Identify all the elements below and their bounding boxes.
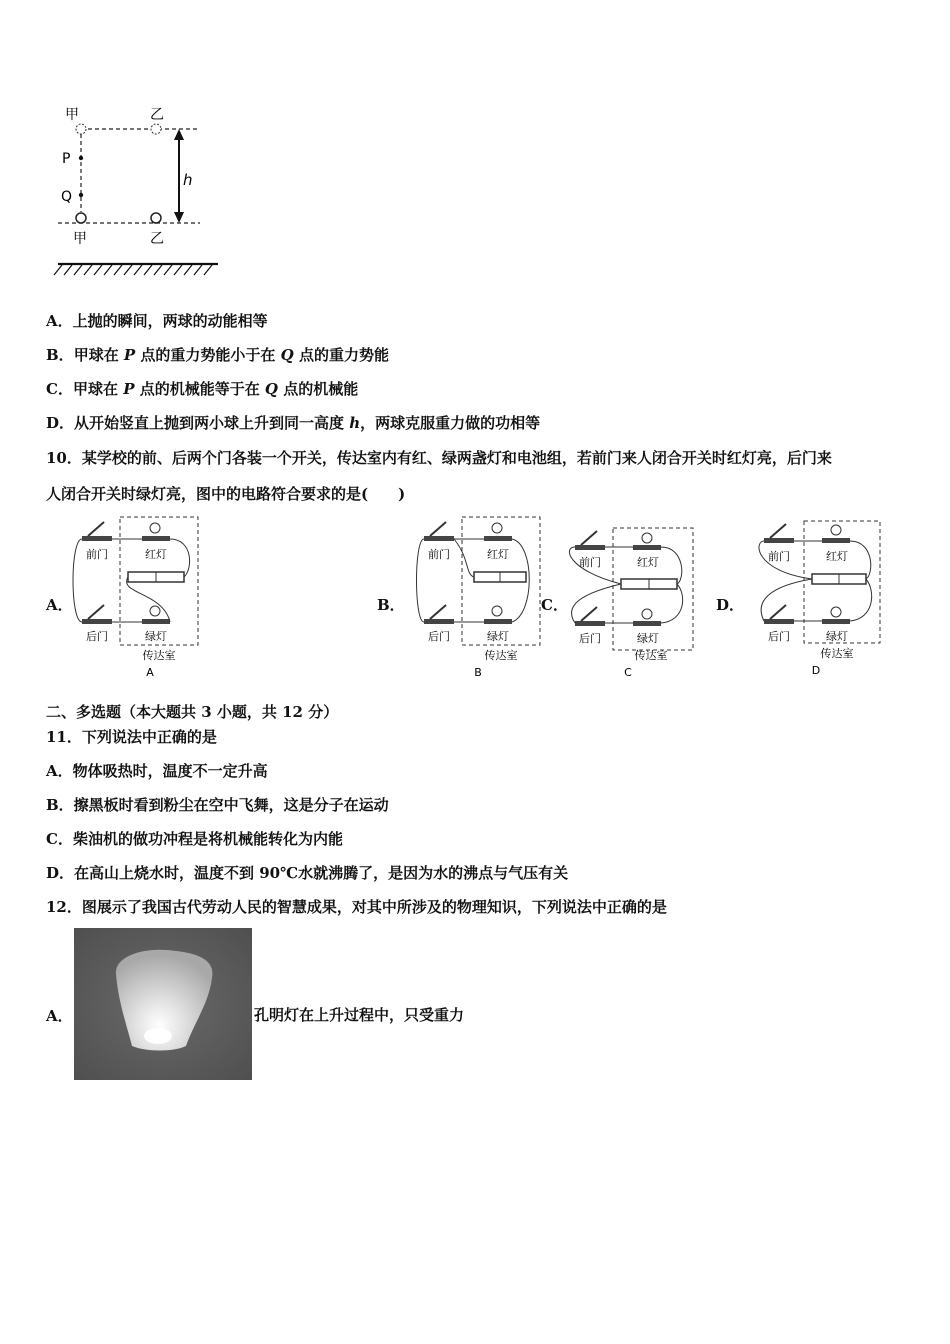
ball-jia-bottom xyxy=(76,213,86,223)
front-door-label: 前门 xyxy=(768,550,790,563)
green-light-bulb xyxy=(831,607,841,617)
q12-stem: 12．图展示了我国古代劳动人民的智慧成果，对其中所涉及的物理知识，下列说法中正确的是 xyxy=(46,898,667,916)
green-light-label: 绿灯 xyxy=(637,632,659,645)
front-door-switch xyxy=(575,545,605,550)
q10-option-a-letter: A． xyxy=(46,596,73,614)
label-jia-top: 甲 xyxy=(65,107,79,123)
label-p: P xyxy=(62,151,71,167)
caption-c: C xyxy=(624,666,632,679)
sky-lantern-photo xyxy=(74,928,252,1080)
q11-stem: 11．下列说法中正确的是 xyxy=(46,728,217,746)
q9-option-d: D．从开始竖直上抛到两小球上升到同一高度 h，两球克服重力做的功相等 xyxy=(46,414,541,432)
room-label: 传达室 xyxy=(484,649,518,662)
label-yi-bottom: 乙 xyxy=(150,231,164,247)
back-door-label: 后门 xyxy=(86,630,108,643)
front-door-switch xyxy=(82,536,112,541)
room-label: 传达室 xyxy=(634,649,668,662)
red-light-label: 红灯 xyxy=(487,548,509,561)
red-light-bulb xyxy=(642,533,652,543)
q9-option-a: A．上抛的瞬间，两球的动能相等 xyxy=(46,312,268,330)
circuit-d xyxy=(750,516,890,682)
back-door-label: 后门 xyxy=(428,630,450,643)
section2-heading: 二、多选题（本大题共 3 小题，共 12 分） xyxy=(46,703,339,721)
red-light-label: 红灯 xyxy=(145,548,167,561)
front-door-label: 前门 xyxy=(428,548,450,561)
q9-option-c: C．甲球在 P 点的机械能等于在 Q 点的机械能 xyxy=(46,380,359,398)
back-door-switch xyxy=(575,621,605,626)
q12-option-a-text: 孔明灯在上升过程中，只受重力 xyxy=(254,1006,465,1024)
q11-option-d: D．在高山上烧水时，温度不到 90℃水就沸腾了，是因为水的沸点与气压有关 xyxy=(46,864,569,882)
q11-option-b: B．擦黑板时看到粉尘在空中飞舞，这是分子在运动 xyxy=(46,796,389,814)
q10-option-c-letter: C． xyxy=(541,596,568,614)
red-light-bulb xyxy=(831,525,841,535)
room-label: 传达室 xyxy=(142,649,176,662)
label-q: Q xyxy=(61,189,73,205)
label-yi-top: 乙 xyxy=(150,107,164,123)
back-door-label: 后门 xyxy=(768,630,790,643)
q10-option-b-letter: B． xyxy=(377,596,405,614)
green-light-bulb xyxy=(642,609,652,619)
caption-b: B xyxy=(474,666,482,679)
green-light-label: 绿灯 xyxy=(487,630,509,643)
ball-yi-bottom xyxy=(151,213,161,223)
label-jia-bottom: 甲 xyxy=(73,231,87,247)
green-light-label: 绿灯 xyxy=(145,630,167,643)
q12-option-a-letter: A． xyxy=(46,1007,73,1025)
circuit-a xyxy=(68,514,208,680)
point-q xyxy=(79,193,83,197)
q11-option-a: A．物体吸热时，温度不一定升高 xyxy=(46,762,268,780)
red-light-label: 红灯 xyxy=(826,550,848,563)
throw-diagram xyxy=(50,100,230,285)
front-door-label: 前门 xyxy=(86,548,108,561)
label-h: h xyxy=(183,171,193,189)
front-door-switch xyxy=(764,538,794,543)
q10-stem-line2: 人闭合开关时绿灯亮，图中的电路符合要求的是( ) xyxy=(46,485,406,503)
q10-option-d-letter: D． xyxy=(716,596,745,614)
circuit-c xyxy=(563,525,703,685)
ball-jia-top xyxy=(76,124,86,134)
room-label: 传达室 xyxy=(820,647,854,660)
green-light-bulb xyxy=(150,606,160,616)
green-light-label: 绿灯 xyxy=(826,630,848,643)
green-light-bulb xyxy=(492,606,502,616)
back-door-switch xyxy=(424,619,454,624)
caption-d: D xyxy=(811,664,821,677)
circuit-b xyxy=(410,514,550,680)
front-door-label: 前门 xyxy=(579,556,601,569)
point-p xyxy=(79,156,83,160)
q9-option-b: B．甲球在 P 点的重力势能小于在 Q 点的重力势能 xyxy=(46,346,389,364)
back-door-label: 后门 xyxy=(579,632,601,645)
caption-a: A xyxy=(146,666,154,679)
front-door-switch xyxy=(424,536,454,541)
red-light-label: 红灯 xyxy=(637,556,659,569)
back-door-switch xyxy=(764,619,794,624)
red-light-bulb xyxy=(150,523,160,533)
ball-yi-top xyxy=(151,124,161,134)
q10-stem-line1: 10．某学校的前、后两个门各装一个开关，传达室内有红、绿两盏灯和电池组，若前门来人闭合开关时红灯亮，后门来 xyxy=(46,449,832,467)
back-door-switch xyxy=(82,619,112,624)
q11-option-c: C．柴油机的做功冲程是将机械能转化为内能 xyxy=(46,830,343,848)
red-light-bulb xyxy=(492,523,502,533)
